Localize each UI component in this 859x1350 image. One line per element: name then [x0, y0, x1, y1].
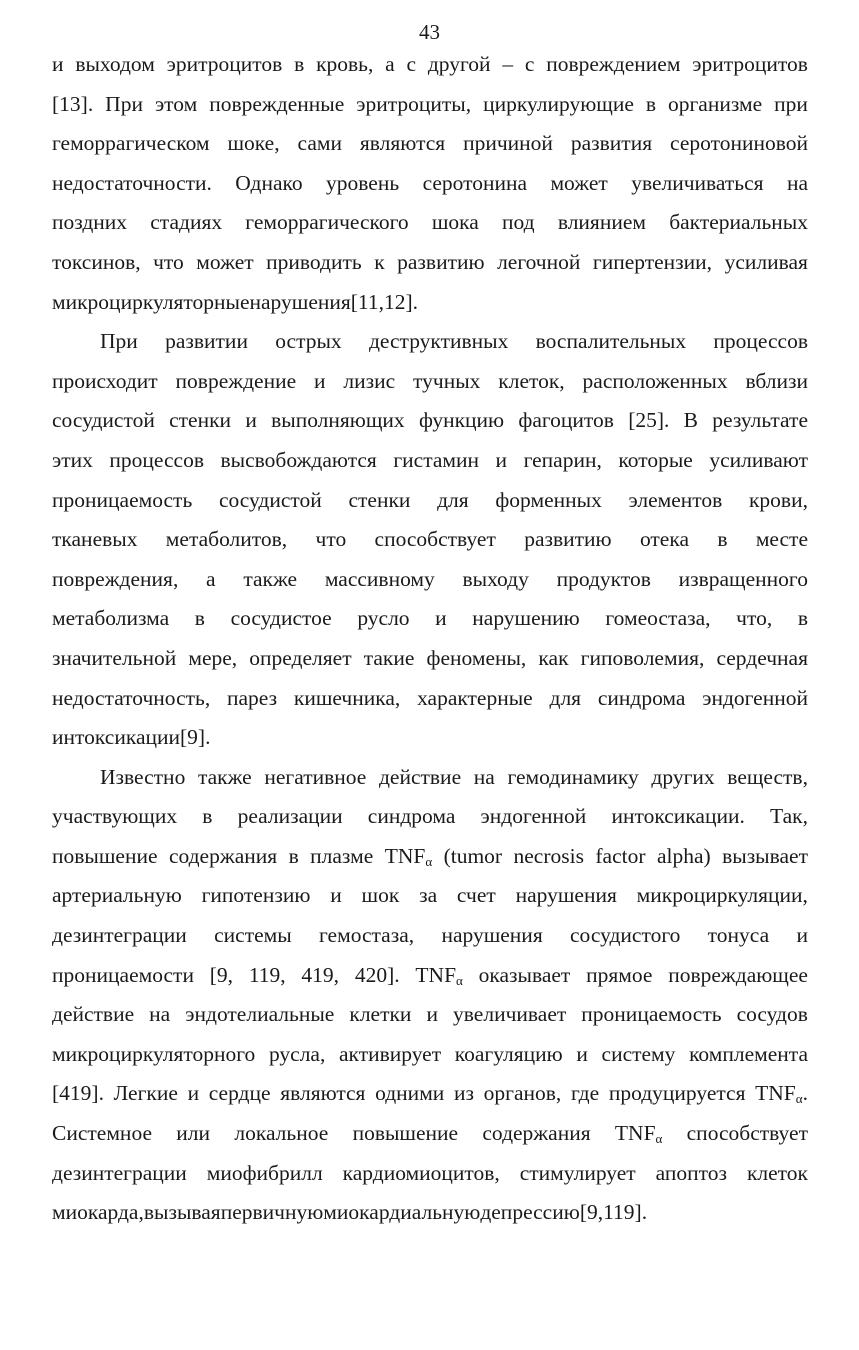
- text-line: повышение содержания в плазме $TNF_\alpha$ (tumor necrosis factor alpha) вызывает: [52, 843, 808, 869]
- text-line: и выходом эритроцитов в кровь, а с другой – с повреждением эритроцитов: [52, 52, 808, 76]
- text-line: действие на эндотелиальные клетки и увеличивает проницаемость сосудов: [52, 1002, 808, 1027]
- text-line: микроциркуляторного русла, активирует коагуляцию и систему комплемента: [52, 1041, 808, 1066]
- page-number: 43: [419, 20, 440, 44]
- text-line: интоксикации [9].: [52, 725, 211, 750]
- text-line: недостаточности. Однако уровень серотонина может увеличиваться на: [52, 170, 808, 195]
- text-line: тканевых метаболитов, что способствует развитию отека в месте: [52, 527, 808, 552]
- paragraph: [52, 758, 808, 1233]
- text-line: метаболизма в сосудистое русло и нарушению гомеостаза, что, в: [52, 606, 808, 631]
- text-line: микроциркуляторные нарушения [11, 12].: [52, 289, 419, 314]
- text-line: дезинтеграции миофибрилл кардиомиоцитов, стимулирует апоптоз клеток: [52, 1160, 808, 1185]
- text-line: Известно также негативное действие на гемодинамику других веществ,: [100, 764, 808, 789]
- text-line: [419]. Легкие и сердце являются одними из органов, где продуцируется $TNF_\alpha$.: [52, 1081, 808, 1107]
- text-line: [13]. При этом поврежденные эритроциты, циркулирующие в организме при: [52, 91, 808, 116]
- text-line: Системное или локальное повышение содержания $TNF_\alpha$ способствует: [52, 1121, 808, 1147]
- text-line: проницаемости [9, 119, 419, 420]. $TNF_\alpha$ оказывает прямое повреждающее: [52, 962, 808, 988]
- text-line: дезинтеграции системы гемостаза, нарушения сосудистого тонуса и: [52, 923, 808, 948]
- text-line: При развитии острых деструктивных воспалительных процессов: [100, 329, 808, 354]
- text-line: токсинов, что может приводить к развитию легочной гипертензии, усиливая: [52, 249, 808, 274]
- paragraph: [52, 45, 808, 322]
- text-line: значительной мере, определяет такие феномены, как гиповолемия, сердечная: [52, 645, 808, 670]
- text-line: происходит повреждение и лизис тучных клеток, расположенных вблизи: [52, 368, 808, 393]
- paragraph: [52, 322, 808, 758]
- text-line: этих процессов высвобождаются гистамин и гепарин, которые усиливают: [52, 447, 808, 472]
- body-text: [52, 45, 808, 1233]
- text-line: артериальную гипотензию и шок за счет нарушения микроциркуляции,: [52, 883, 808, 908]
- text-line: геморрагическом шоке, сами являются причиной развития серотониновой: [52, 131, 808, 156]
- text-line: повреждения, а также массивному выходу продуктов извращенного: [52, 566, 808, 591]
- text-line: поздних стадиях геморрагического шока под влиянием бактериальных: [52, 210, 808, 235]
- text-line: участвующих в реализации синдрома эндогенной интоксикации. Так,: [52, 804, 808, 829]
- text-line: проницаемость сосудистой стенки для форменных элементов крови,: [52, 487, 808, 512]
- text-line: миокарда, вызывая первичную миокардиальную депрессию [9, 119].: [52, 1200, 648, 1225]
- text-line: недостаточность, парез кишечника, характерные для синдрома эндогенной: [52, 685, 808, 710]
- text-line: сосудистой стенки и выполняющих функцию фагоцитов [25]. В результате: [52, 408, 808, 433]
